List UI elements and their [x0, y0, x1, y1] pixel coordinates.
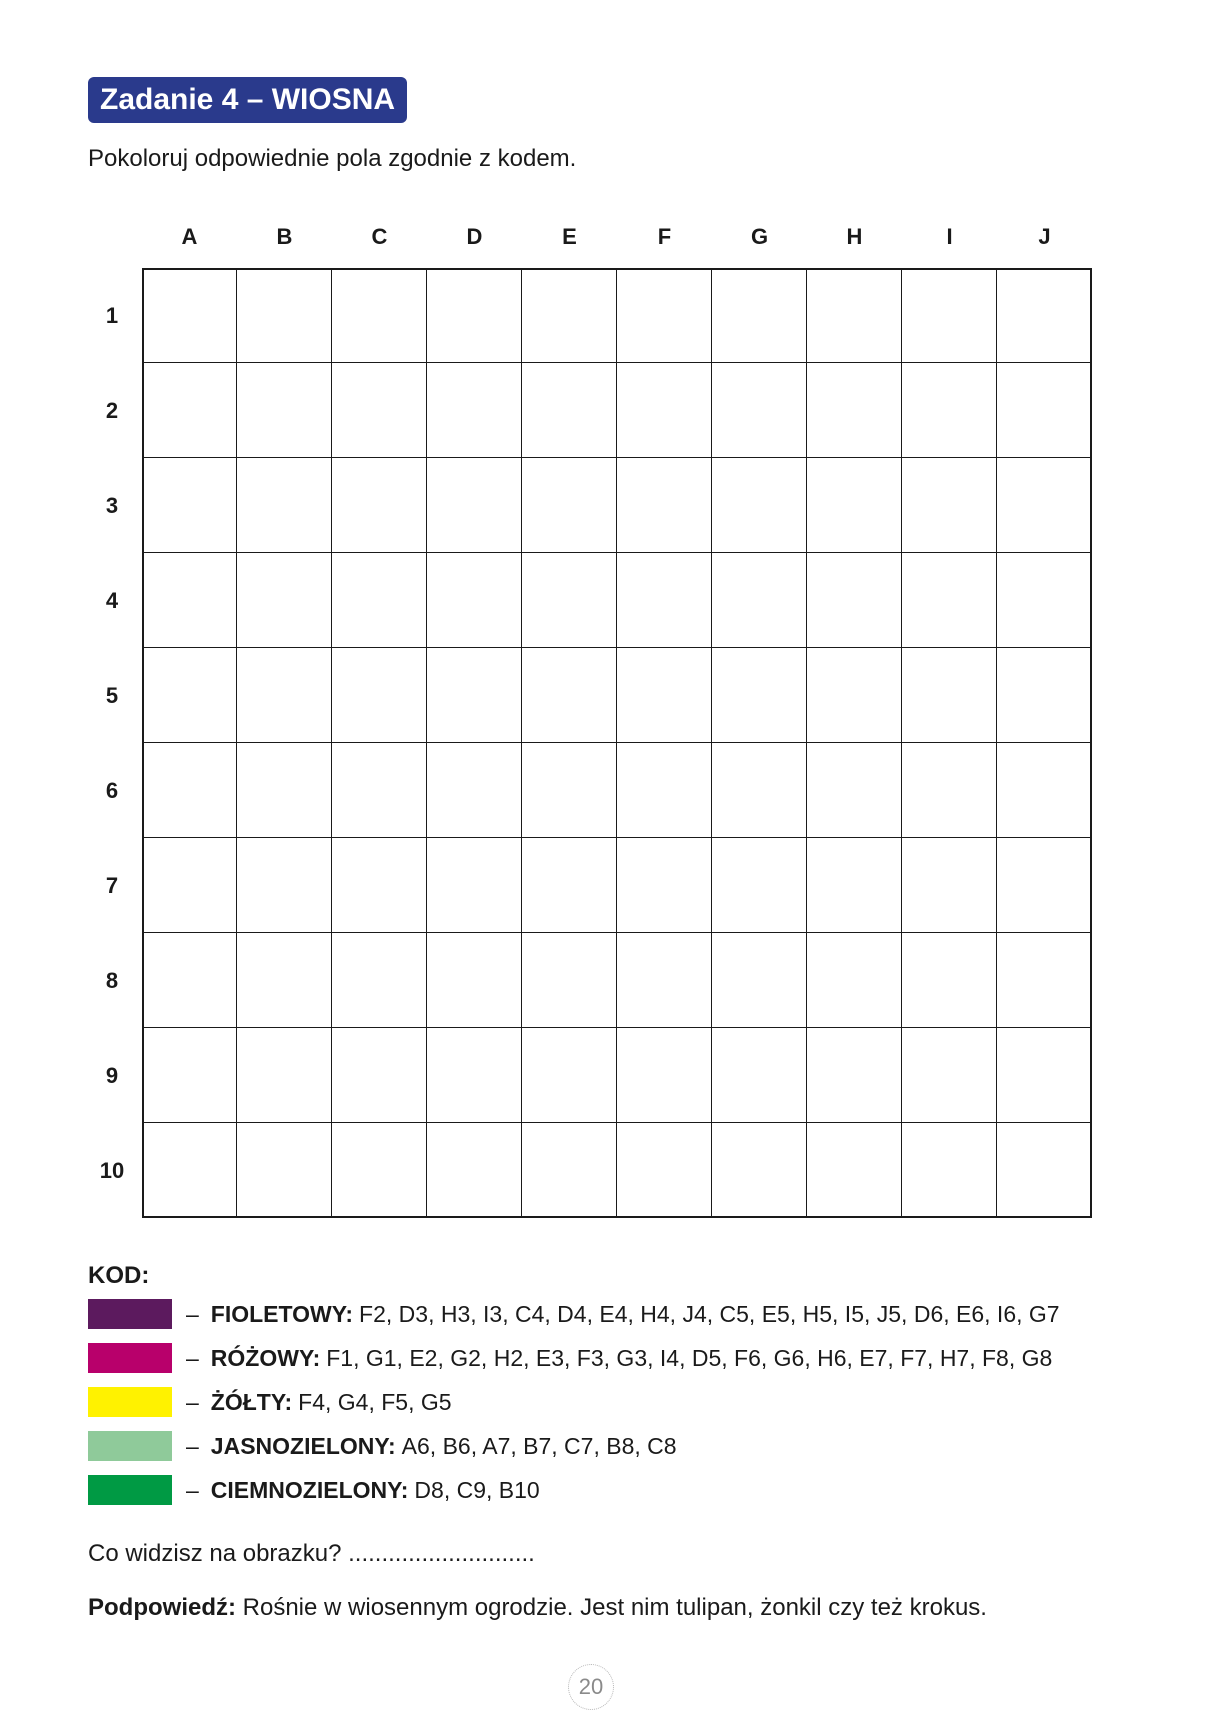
grid-cell-C6[interactable] [332, 743, 427, 838]
legend-dash: – [186, 1300, 199, 1327]
grid-cell-F2[interactable] [617, 363, 712, 458]
grid-cell-J5[interactable] [997, 648, 1092, 743]
legend-row-violet [88, 1299, 1060, 1329]
grid-cell-D5[interactable] [427, 648, 522, 743]
legend-color-name: RÓŻOWY: [210, 1344, 321, 1371]
legend-cell-list: F1, G1, E2, G2, H2, E3, F3, G3, I4, D5, F6, G6, H6, E7, F7, H7, F8, G8 [326, 1344, 1053, 1371]
grid-cell-F9[interactable] [617, 1028, 712, 1123]
grid-cell-J8[interactable] [997, 933, 1092, 1028]
grid-cell-A8[interactable] [142, 933, 237, 1028]
grid-cell-F10[interactable] [617, 1123, 712, 1218]
grid-cell-H8[interactable] [807, 933, 902, 1028]
row-header: 10 [99, 1158, 125, 1183]
grid-cell-I9[interactable] [902, 1028, 997, 1123]
grid-cell-H2[interactable] [807, 363, 902, 458]
grid-cell-J3[interactable] [997, 458, 1092, 553]
grid-cell-D3[interactable] [427, 458, 522, 553]
column-header: I [946, 224, 953, 249]
legend-cell-list: A6, B6, A7, B7, C7, B8, C8 [401, 1432, 677, 1459]
grid-cell-G3[interactable] [712, 458, 807, 553]
grid-cell-C9[interactable] [332, 1028, 427, 1123]
grid-cell-H7[interactable] [807, 838, 902, 933]
grid-cell-J4[interactable] [997, 553, 1092, 648]
grid-cell-I1[interactable] [902, 268, 997, 363]
grid-cell-H10[interactable] [807, 1123, 902, 1218]
grid-cell-F8[interactable] [617, 933, 712, 1028]
row-header: 8 [105, 968, 119, 993]
grid-cell-J1[interactable] [997, 268, 1092, 363]
grid-cell-D2[interactable] [427, 363, 522, 458]
grid-cell-C3[interactable] [332, 458, 427, 553]
legend-color-name: ŻÓŁTY: [210, 1388, 293, 1415]
column-header: F [657, 224, 672, 249]
grid-cell-A3[interactable] [142, 458, 237, 553]
grid-cell-F7[interactable] [617, 838, 712, 933]
grid-cell-H9[interactable] [807, 1028, 902, 1123]
grid-cell-A1[interactable] [142, 268, 237, 363]
grid-cell-E3[interactable] [522, 458, 617, 553]
column-header: C [371, 224, 388, 249]
grid-cell-D7[interactable] [427, 838, 522, 933]
grid-cell-A4[interactable] [142, 553, 237, 648]
instruction-text: Pokoloruj odpowiednie pola zgodnie z kodem. [88, 145, 577, 172]
color-swatch-yellow [88, 1387, 172, 1417]
column-header: E [562, 224, 577, 249]
legend-row-dark-green [88, 1475, 540, 1505]
grid-cell-B8[interactable] [237, 933, 332, 1028]
grid-cell-E1[interactable] [522, 268, 617, 363]
grid-cell-I8[interactable] [902, 933, 997, 1028]
grid-cell-I3[interactable] [902, 458, 997, 553]
grid-cell-E2[interactable] [522, 363, 617, 458]
hint-body: Rośnie w wiosennym ogrodzie. Jest nim tulipan, żonkil czy też krokus. [235, 1594, 987, 1621]
grid-cell-D9[interactable] [427, 1028, 522, 1123]
grid-cell-F6[interactable] [617, 743, 712, 838]
grid-cell-G8[interactable] [712, 933, 807, 1028]
grid-cell-I5[interactable] [902, 648, 997, 743]
grid-cell-B9[interactable] [237, 1028, 332, 1123]
grid-cell-H1[interactable] [807, 268, 902, 363]
question-text: Co widzisz na obrazku? ............................ [88, 1540, 535, 1567]
grid-cell-C7[interactable] [332, 838, 427, 933]
column-header: A [181, 224, 198, 249]
grid-cell-B5[interactable] [237, 648, 332, 743]
row-header: 9 [105, 1063, 119, 1088]
row-header: 2 [105, 398, 119, 423]
column-header: D [466, 224, 483, 249]
grid-cell-E5[interactable] [522, 648, 617, 743]
grid-cell-E9[interactable] [522, 1028, 617, 1123]
grid-cell-F4[interactable] [617, 553, 712, 648]
row-header: 1 [105, 303, 119, 328]
legend-cell-list: F2, D3, H3, I3, C4, D4, E4, H4, J4, C5, E5, H5, I5, J5, D6, E6, I6, G7 [359, 1300, 1060, 1327]
grid-cell-D1[interactable] [427, 268, 522, 363]
grid-cell-I6[interactable] [902, 743, 997, 838]
grid-cell-B6[interactable] [237, 743, 332, 838]
legend-dash: – [186, 1344, 199, 1371]
legend-dash: – [186, 1388, 199, 1415]
legend-row-light-green [88, 1431, 677, 1461]
grid-cell-B1[interactable] [237, 268, 332, 363]
grid-cell-G5[interactable] [712, 648, 807, 743]
color-swatch-light-green [88, 1431, 172, 1461]
grid-cell-G9[interactable] [712, 1028, 807, 1123]
grid-cell-C8[interactable] [332, 933, 427, 1028]
column-header: H [846, 224, 863, 249]
legend-cell-list: F4, G4, F5, G5 [298, 1388, 452, 1415]
grid-cell-F3[interactable] [617, 458, 712, 553]
legend-color-name: FIOLETOWY: [210, 1300, 354, 1327]
grid-cell-H3[interactable] [807, 458, 902, 553]
grid-cell-A10[interactable] [142, 1123, 237, 1218]
grid-cell-C10[interactable] [332, 1123, 427, 1218]
row-header: 7 [105, 873, 119, 898]
grid-cell-J7[interactable] [997, 838, 1092, 933]
grid-cell-C2[interactable] [332, 363, 427, 458]
grid-cell-A7[interactable] [142, 838, 237, 933]
grid-cell-E6[interactable] [522, 743, 617, 838]
column-header: B [276, 224, 293, 249]
grid-cell-A6[interactable] [142, 743, 237, 838]
grid-cell-H6[interactable] [807, 743, 902, 838]
grid-cell-I7[interactable] [902, 838, 997, 933]
grid-cell-C5[interactable] [332, 648, 427, 743]
color-swatch-dark-green [88, 1475, 172, 1505]
grid-cell-B7[interactable] [237, 838, 332, 933]
legend-dash: – [186, 1476, 199, 1503]
grid-cell-H5[interactable] [807, 648, 902, 743]
row-header: 3 [105, 493, 119, 518]
legend-color-name: JASNOZIELONY: [210, 1432, 396, 1459]
grid-cell-E7[interactable] [522, 838, 617, 933]
grid-cell-F1[interactable] [617, 268, 712, 363]
legend-cell-list: D8, C9, B10 [414, 1476, 540, 1503]
grid-cell-H4[interactable] [807, 553, 902, 648]
grid-cell-D10[interactable] [427, 1123, 522, 1218]
grid-cell-J6[interactable] [997, 743, 1092, 838]
grid-cell-E10[interactable] [522, 1123, 617, 1218]
grid-cell-J9[interactable] [997, 1028, 1092, 1123]
legend-row-pink [88, 1343, 1052, 1373]
grid-cell-D8[interactable] [427, 933, 522, 1028]
grid-cell-E8[interactable] [522, 933, 617, 1028]
grid-cell-I4[interactable] [902, 553, 997, 648]
row-header: 6 [105, 778, 119, 803]
grid-cell-B4[interactable] [237, 553, 332, 648]
grid-cell-A5[interactable] [142, 648, 237, 743]
grid-cell-G2[interactable] [712, 363, 807, 458]
column-header: J [1038, 224, 1051, 249]
grid-cell-G7[interactable] [712, 838, 807, 933]
legend-color-name: CIEMNOZIELONY: [210, 1476, 409, 1503]
grid-cell-I2[interactable] [902, 363, 997, 458]
grid-cell-G10[interactable] [712, 1123, 807, 1218]
hint-text [88, 1594, 987, 1622]
grid-cell-J2[interactable] [997, 363, 1092, 458]
hint-label: Podpowiedź: [88, 1594, 236, 1621]
grid-cell-C4[interactable] [332, 553, 427, 648]
task-title: Zadanie 4 – WIOSNA [88, 77, 407, 123]
color-swatch-violet [88, 1299, 172, 1329]
grid-cell-D6[interactable] [427, 743, 522, 838]
grid-cell-G4[interactable] [712, 553, 807, 648]
grid-cell-D4[interactable] [427, 553, 522, 648]
grid-cell-G1[interactable] [712, 268, 807, 363]
row-header: 4 [105, 588, 119, 613]
grid-cell-F5[interactable] [617, 648, 712, 743]
grid-cell-A9[interactable] [142, 1028, 237, 1123]
grid-cell-B10[interactable] [237, 1123, 332, 1218]
grid-cell-B3[interactable] [237, 458, 332, 553]
grid-cell-A2[interactable] [142, 363, 237, 458]
coloring-grid [142, 268, 1092, 1218]
grid-cell-G6[interactable] [712, 743, 807, 838]
color-swatch-pink [88, 1343, 172, 1373]
grid-cell-C1[interactable] [332, 268, 427, 363]
grid-cell-E4[interactable] [522, 553, 617, 648]
code-label: KOD: [88, 1262, 150, 1289]
row-header: 5 [105, 683, 119, 708]
page-number: 20 [568, 1664, 614, 1710]
legend-dash: – [186, 1432, 199, 1459]
grid-cell-B2[interactable] [237, 363, 332, 458]
grid-cell-J10[interactable] [997, 1123, 1092, 1218]
grid-cell-I10[interactable] [902, 1123, 997, 1218]
legend-row-yellow [88, 1387, 452, 1417]
column-header: G [750, 224, 769, 249]
